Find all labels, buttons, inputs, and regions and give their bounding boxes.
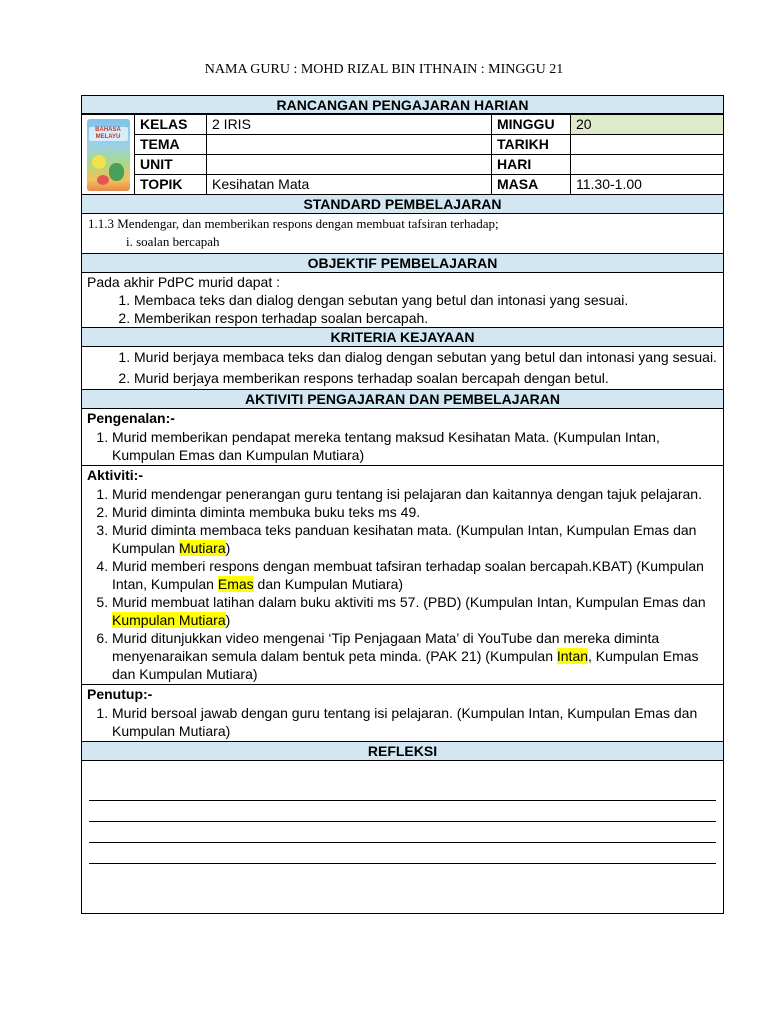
penutup-block — [82, 685, 723, 741]
book-cover-cell — [82, 115, 135, 195]
writing-line — [89, 800, 716, 801]
list-item: 5. Murid membuat latihan dalam buku aktiviti ms 57. (PBD) (Kumpulan Intan, Kumpulan Emas dan Kumpulan Mutiara) — [112, 593, 717, 629]
pengenalan-list — [82, 428, 723, 464]
aktiviti-block — [82, 466, 723, 685]
topik-value: Kesihatan Mata — [207, 175, 492, 195]
highlighted-text: Kumpulan Mutiara — [112, 612, 226, 628]
kelas-value: 2 IRIS — [207, 115, 492, 135]
aktiviti-heading: AKTIVITI PENGAJARAN DAN PEMBELAJARAN — [81, 390, 724, 409]
tema-label: TEMA — [135, 135, 207, 155]
kriteria-list — [82, 347, 723, 389]
unit-value — [207, 155, 492, 175]
writing-line — [89, 821, 716, 822]
unit-label: UNIT — [135, 155, 207, 175]
minggu-label: MINGGU — [492, 115, 571, 135]
kelas-label: KELAS — [135, 115, 207, 135]
writing-line — [89, 863, 716, 864]
page-header: NAMA GURU : MOHD RIZAL BIN ITHNAIN : MINGGU 21 — [204, 62, 564, 77]
list-item: 3. Murid diminta membaca teks panduan kesihatan mata. (Kumpulan Intan, Kumpulan Emas dan Kumpulan Mutiara) — [112, 521, 717, 557]
standard-body — [81, 214, 724, 254]
list-item: 1. Murid berjaya membaca teks dan dialog dengan sebutan yang betul dan intonasi yang sesuai. — [134, 347, 717, 368]
list-item: 1. Membaca teks dan dialog dengan sebutan yang betul dan intonasi yang sesuai. — [134, 291, 717, 309]
minggu-value: 20 — [571, 115, 724, 135]
pengenalan-label: Pengenalan:- — [87, 410, 175, 426]
list-item: 6. Murid ditunjukkan video mengenai ‘Tip Penjagaan Mata’ di YouTube dan mereka diminta menyenaraikan semula dalam bentuk peta minda. (PAK 21) (Kumpulan Intan, Kumpulan Emas dan Kumpulan Mutiara) — [112, 629, 717, 683]
aktiviti-list — [82, 485, 723, 683]
penutup-list — [82, 704, 723, 740]
standard-heading: STANDARD PEMBELAJARAN — [81, 195, 724, 214]
lesson-plan — [81, 95, 724, 914]
list-item: 1. Murid memberikan pendapat mereka tentang maksud Kesihatan Mata. (Kumpulan Intan, Kumpulan Emas dan Kumpulan Mutiara) — [112, 428, 717, 464]
masa-value: 11.30-1.00 — [571, 175, 724, 195]
list-item: 1. Murid mendengar penerangan guru tentang isi pelajaran dan kaitannya dengan tajuk pelajaran. — [112, 485, 717, 503]
writing-line — [89, 842, 716, 843]
standard-line: 1.1.3 Mendengar, dan memberikan respons dengan membuat tafsiran terhadap; — [88, 216, 499, 231]
list-item: 4. Murid memberi respons dengan membuat tafsiran terhadap soalan bercapah.KBAT) (Kumpulan Intan, Kumpulan Emas dan Kumpulan Mutiara) — [112, 557, 717, 593]
book-cover-image — [87, 119, 130, 191]
objektif-list — [82, 291, 723, 327]
refleksi-body — [81, 761, 724, 914]
highlighted-text: Mutiara — [178, 540, 226, 556]
objektif-body — [81, 273, 724, 328]
objektif-intro: Pada akhir PdPC murid dapat : — [87, 274, 280, 290]
topik-label: TOPIK — [135, 175, 207, 195]
aktiviti-label: Aktiviti:- — [87, 467, 143, 483]
tema-value — [207, 135, 492, 155]
list-item: 2. Memberikan respon terhadap soalan bercapah. — [134, 309, 717, 327]
info-table — [81, 114, 724, 195]
kriteria-body — [81, 347, 724, 390]
list-item: 1. Murid bersoal jawab dengan guru tentang isi pelajaran. (Kumpulan Intan, Kumpulan Emas dan Kumpulan Mutiara) — [112, 704, 717, 740]
highlighted-text: Intan — [556, 648, 589, 664]
refleksi-heading: REFLEKSI — [81, 742, 724, 761]
kriteria-heading: KRITERIA KEJAYAAN — [81, 328, 724, 347]
tarikh-label: TARIKH — [492, 135, 571, 155]
tarikh-value — [571, 135, 724, 155]
highlighted-text: Emas — [217, 576, 254, 592]
hari-label: HARI — [492, 155, 571, 175]
hari-value — [571, 155, 724, 175]
list-item: 2. Murid diminta diminta membuka buku teks ms 49. — [112, 503, 717, 521]
aktiviti-body — [81, 409, 724, 742]
standard-subline: i. soalan bercapah — [126, 234, 220, 249]
objektif-heading: OBJEKTIF PEMBELAJARAN — [81, 254, 724, 273]
penutup-label: Penutup:- — [87, 686, 153, 702]
rph-title: RANCANGAN PENGAJARAN HARIAN — [81, 95, 724, 114]
list-item: 2. Murid berjaya memberikan respons terhadap soalan bercapah dengan betul. — [134, 368, 717, 389]
pengenalan-block — [82, 409, 723, 466]
masa-label: MASA — [492, 175, 571, 195]
book-cover-title: BAHASA MELAYU — [89, 127, 128, 141]
